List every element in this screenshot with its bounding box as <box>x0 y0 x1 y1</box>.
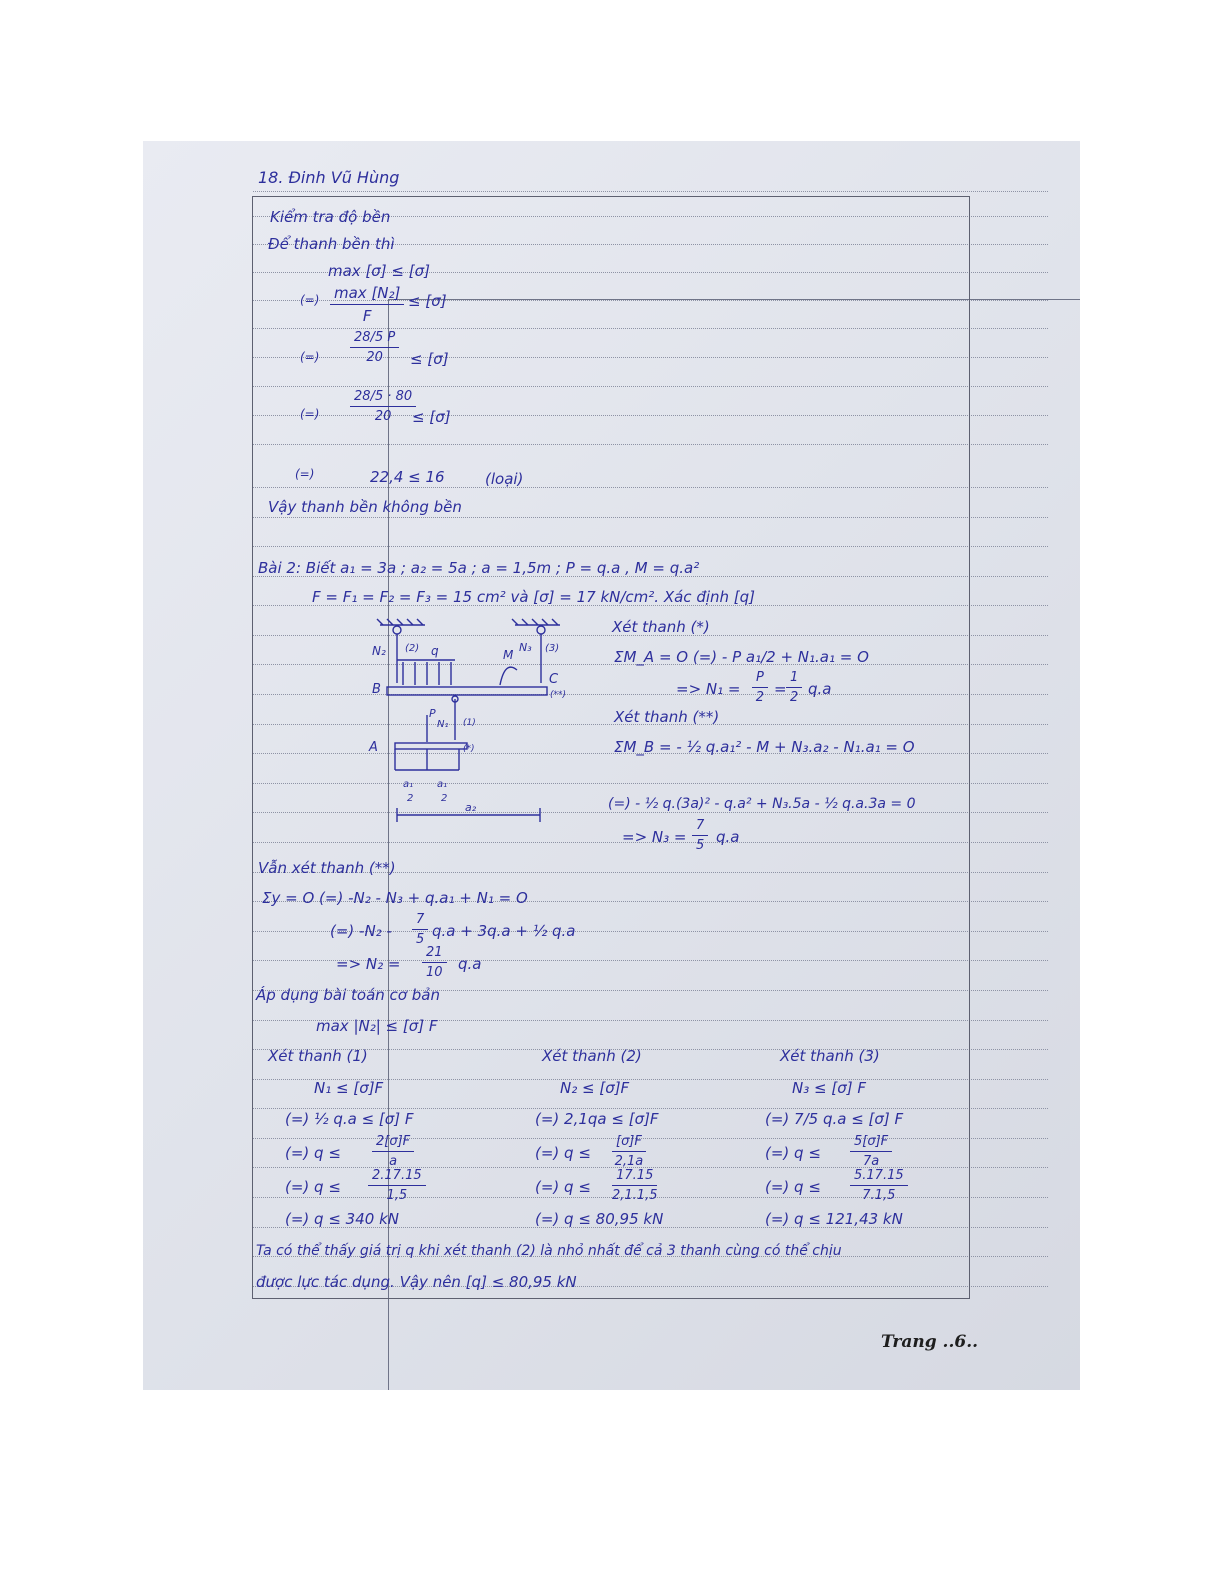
label-a1-right: a₁ <box>437 779 448 790</box>
van-xet-thanh: Vẫn xét thanh (**) <box>258 859 396 877</box>
problem2-line1: Bài 2: Biết a₁ = 3a ; a₂ = 5a ; a = 1,5m ; P = q.a , M = q.a² <box>258 559 700 577</box>
n3-qa: q.a <box>716 828 740 846</box>
column-line: (=) q ≤ <box>765 1144 821 1162</box>
xet-thanh-star: Xét thanh (*) <box>612 618 710 636</box>
column-line: (=) q ≤ <box>285 1144 341 1162</box>
column-result: (=) q ≤ 80,95 kN <box>535 1210 664 1228</box>
fraction-p-2: P 2 <box>752 670 768 705</box>
fraction-max-n2: max [N₂] F <box>330 284 404 325</box>
fraction-28-5-p: 28/5 P 20 <box>350 330 399 365</box>
diagram-labels <box>368 641 566 814</box>
column-line: N₃ ≤ [σ] F <box>792 1079 866 1097</box>
column-line: (=) 7/5 q.a ≤ [σ] F <box>765 1110 904 1128</box>
column-title: Xét thanh (2) <box>542 1047 642 1065</box>
column-line: N₁ ≤ [σ]F <box>314 1079 384 1097</box>
n2-arrow: => N₂ = <box>336 955 401 973</box>
n2-qa: q.a <box>458 955 482 973</box>
moment-eq-b: ΣM_B = - ½ q.a₁² - M + N₃.a₂ - N₁.a₁ = O <box>614 738 915 756</box>
moment-eq-a: ΣM_A = O (=) - P a₁/2 + N₁.a₁ = O <box>614 648 869 666</box>
step-arrow: (=) <box>300 350 320 364</box>
label-n3: N₃ <box>519 641 532 654</box>
intro-line: Để thanh bền thì <box>268 235 395 253</box>
label-m: M <box>503 648 514 662</box>
fraction-7-5-b: 7 5 <box>412 912 428 947</box>
label-bar-star: (*) <box>463 744 475 754</box>
column-result: (=) q ≤ 121,43 kN <box>765 1210 903 1228</box>
column-result: (=) q ≤ 340 kN <box>285 1210 399 1228</box>
label-a1-left: a₁ <box>403 779 414 790</box>
label-bar-3: (3) <box>545 643 560 654</box>
step-rhs: ≤ [σ] <box>412 408 451 426</box>
column-fraction: [σ]F 2,1a <box>612 1134 646 1169</box>
column-line: (=) q ≤ <box>535 1178 591 1196</box>
final-line-2: được lực tác dụng. Vậy nên [q] ≤ 80,95 kN <box>256 1273 577 1291</box>
label-n1: N₁ <box>437 719 449 730</box>
n3-arrow: => N₃ = <box>622 828 687 846</box>
column-line: (=) 2,1qa ≤ [σ]F <box>535 1110 659 1128</box>
result-note: (loại) <box>485 470 524 488</box>
label-q: q <box>431 644 439 658</box>
fraction-21-10: 21 10 <box>422 945 447 980</box>
n1-qa: q.a <box>808 680 832 698</box>
xet-thanh-stars: Xét thanh (**) <box>614 708 720 726</box>
column-line: (=) q ≤ <box>285 1178 341 1196</box>
sum-y-eq: Σy = O (=) -N₂ - N₃ + q.a₁ + N₁ = O <box>262 889 528 907</box>
label-bar-stars: (**) <box>550 690 567 700</box>
step-rhs: ≤ [σ] <box>408 292 447 310</box>
moment-eq-b-sub: (=) - ½ q.(3a)² - q.a² + N₃.5a - ½ q.a.3a = 0 <box>608 796 916 812</box>
n1-equals: = <box>774 680 787 698</box>
page-number: Trang ..6.. <box>881 1332 979 1352</box>
label-n2: N₂ <box>372 644 386 658</box>
label-p: P <box>429 707 436 720</box>
final-line-1: Ta có thể thấy giá trị q khi xét thanh (2) là nhỏ nhất để cả 3 thanh cùng có thể chịu <box>256 1243 842 1259</box>
column-fraction: 2.17.15 1,5 <box>368 1168 426 1203</box>
problem2-line2: F = F₁ = F₂ = F₃ = 15 cm² và [σ] = 17 kN/cm². Xác định [q] <box>312 588 756 606</box>
fraction-1-2: 1 2 <box>786 670 802 705</box>
step-rhs: ≤ [σ] <box>410 350 449 368</box>
column-line: N₂ ≤ [σ]F <box>560 1079 630 1097</box>
column-title: Xét thanh (3) <box>780 1047 880 1065</box>
label-a: A <box>369 740 378 755</box>
label-a1-left-den: 2 <box>407 793 414 804</box>
label-c: C <box>549 672 559 687</box>
label-a1-right-den: 2 <box>441 793 448 804</box>
column-fraction: 2[σ]F a <box>372 1134 414 1169</box>
max-n2-ineq: max |N₂| ≤ [σ] F <box>316 1017 438 1035</box>
step-arrow: (=) <box>300 293 320 307</box>
column-line: (=) ½ q.a ≤ [σ] F <box>285 1110 414 1128</box>
fraction-7-5: 7 5 <box>692 818 708 853</box>
sum-y-sub-rest: q.a + 3q.a + ½ q.a <box>432 922 576 940</box>
step-arrow: (=) <box>295 467 315 481</box>
label-a2: a₂ <box>465 801 477 814</box>
result-inequality: 22,4 ≤ 16 <box>370 468 445 486</box>
section1-conclusion: Vậy thanh bền không bền <box>268 498 462 516</box>
condition-line: max [σ] ≤ [σ] <box>328 262 430 280</box>
label-b: B <box>372 682 381 697</box>
label-bar-1: (1) <box>463 718 476 728</box>
n1-arrow: => N₁ = <box>676 680 741 698</box>
step-arrow: (=) <box>300 407 320 421</box>
column-line: (=) q ≤ <box>765 1178 821 1196</box>
label-bar-2: (2) <box>405 643 420 654</box>
fraction-28-5-80: 28/5 · 80 20 <box>350 389 416 424</box>
column-title: Xét thanh (1) <box>268 1047 368 1065</box>
ap-dung: Áp dụng bài toán cơ bản <box>256 986 440 1004</box>
column-fraction: 17.15 2,1.1,5 <box>612 1168 658 1203</box>
author-header: 18. Đinh Vũ Hùng <box>258 168 400 187</box>
column-fraction: 5[σ]F 7a <box>850 1134 892 1169</box>
section-heading: Kiểm tra độ bền <box>270 208 391 226</box>
sum-y-sub: (=) -N₂ - <box>330 922 392 940</box>
column-fraction: 5.17.15 7.1,5 <box>850 1168 908 1203</box>
structure-diagram <box>355 615 585 830</box>
column-line: (=) q ≤ <box>535 1144 591 1162</box>
